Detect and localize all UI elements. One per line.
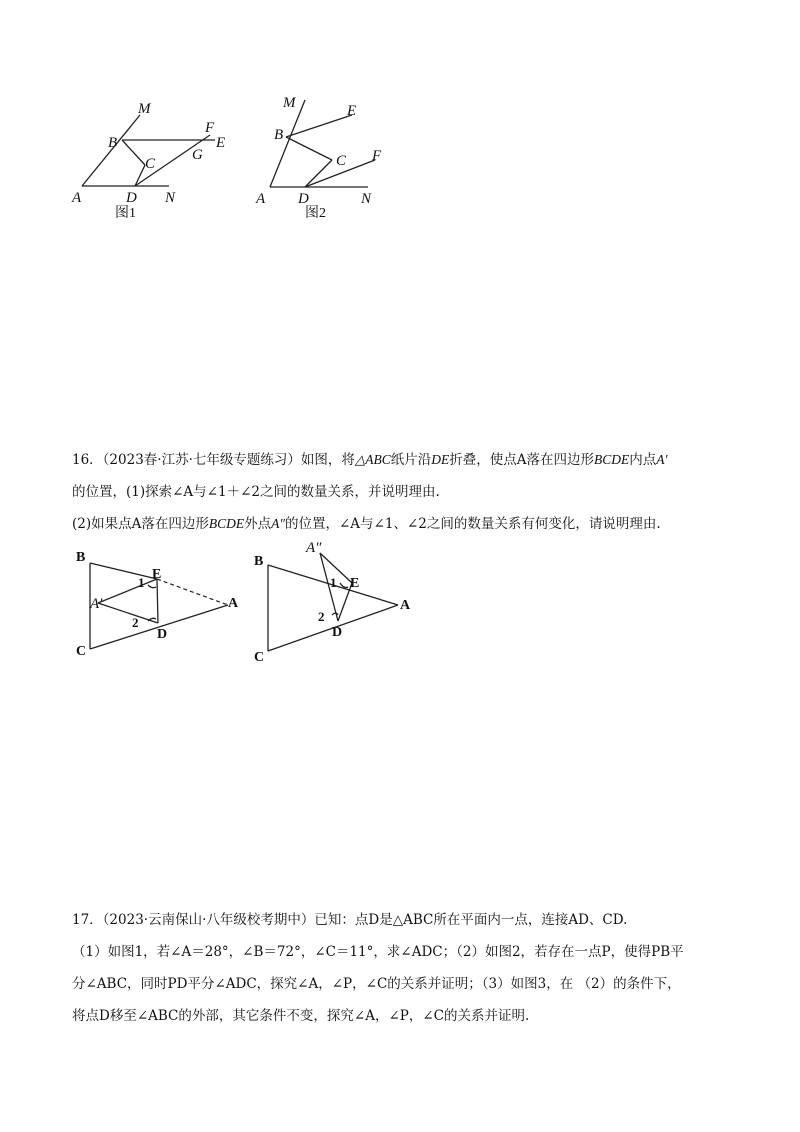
figure-2-svg <box>250 85 390 225</box>
q16-aprime: A′ <box>656 452 668 467</box>
q16-adouble: A″ <box>271 516 285 531</box>
q16-de: DE <box>431 452 450 467</box>
label-E: E <box>347 103 357 119</box>
q16-line1-suffix: 内点 <box>629 452 657 468</box>
label-D: D <box>332 625 343 640</box>
figure-4 <box>248 535 423 665</box>
figure-4-svg <box>248 535 423 665</box>
label-A-prime: A′ <box>90 596 103 612</box>
angle-1-arc <box>340 583 348 588</box>
label-angle-1: 1 <box>330 575 337 590</box>
q16-triangle: △ABC <box>354 452 391 467</box>
label-A: A <box>228 596 239 611</box>
figure-3 <box>70 545 250 660</box>
label-D: D <box>298 191 309 207</box>
q17-line-3: 分∠ABC，同时PD平分∠ADC，探究∠A，∠P，∠C的关系并证明；（3）如图3，在 （2）的条件下， <box>72 976 681 992</box>
q16-line3-mid: 外点 <box>244 516 272 532</box>
line-CD <box>305 160 332 187</box>
q17-line-1: 17．（2023·云南保山·八年级校考期中）已知：点D是△ABC所在平面内一点，连接AD、CD. <box>72 912 628 928</box>
label-F: F <box>372 148 382 164</box>
q16-line3-prefix: (2)如果点A落在四边形 <box>72 516 209 532</box>
q16-line-1 <box>72 444 732 476</box>
q16-line1-mid2: 折叠，使点A落在四边形 <box>449 452 595 468</box>
figure-2-caption: 图2 <box>305 206 326 221</box>
line-BE <box>90 563 157 579</box>
figure-1 <box>70 95 240 225</box>
label-E: E <box>350 576 360 591</box>
figure-1-caption: 图1 <box>115 206 136 221</box>
label-E: E <box>152 567 162 582</box>
label-B: B <box>254 554 264 569</box>
label-angle-2: 2 <box>132 615 139 630</box>
label-E: E <box>216 135 226 151</box>
label-M: M <box>138 101 151 117</box>
question-17 <box>72 904 732 1032</box>
q16-line1-mid: 纸片沿 <box>390 452 432 468</box>
angle-1-arc <box>148 585 156 588</box>
label-B: B <box>108 135 118 151</box>
label-M: M <box>283 95 296 111</box>
q16-bcde: BCDE <box>594 452 630 467</box>
label-A-double-prime: A″ <box>306 540 322 556</box>
q17-line-4: 将点D移至∠ABC的外部，其它条件不变，探究∠A，∠P，∠C的关系并证明. <box>72 1008 530 1024</box>
line-BE <box>286 115 352 137</box>
line-BC <box>286 137 332 160</box>
label-D: D <box>126 190 137 206</box>
label-A: A <box>256 191 266 207</box>
label-angle-2: 2 <box>318 609 325 624</box>
q16-bcde-2: BCDE <box>208 516 245 531</box>
label-N: N <box>165 190 176 206</box>
figure-3-svg <box>70 545 250 660</box>
line-BC <box>122 140 145 165</box>
figure-1-svg <box>70 95 240 225</box>
label-C: C <box>145 156 156 172</box>
label-A: A <box>400 598 411 613</box>
label-C: C <box>336 153 347 169</box>
figure-2 <box>250 85 390 225</box>
label-N: N <box>361 191 372 207</box>
line-ApE <box>98 579 157 603</box>
question-16 <box>72 444 732 540</box>
q16-line1-prefix: 16．（2023春·江苏·七年级专题练习）如图，将 <box>72 452 355 468</box>
label-G: G <box>192 147 203 163</box>
label-angle-1: 1 <box>138 575 145 590</box>
q16-line-2: 的位置，(1)探索∠A与∠1＋∠2之间的数量关系，并说明理由. <box>72 484 440 500</box>
label-A: A <box>72 190 82 206</box>
label-D: D <box>157 627 168 642</box>
line-ED <box>157 579 158 623</box>
q16-line3-suffix: 的位置，∠A与∠1、∠2之间的数量关系有何变化，请说明理由. <box>285 516 661 532</box>
label-F: F <box>205 120 215 136</box>
angle-2-arc <box>332 613 338 615</box>
q17-line-2: （1）如图1，若∠A＝28°，∠B＝72°，∠C＝11°，求∠ADC；（2）如图2，若存在一点P，使得PB平 <box>72 944 684 960</box>
label-C: C <box>76 644 87 659</box>
line-EA-dashed <box>157 579 228 605</box>
label-B: B <box>274 127 284 143</box>
label-C: C <box>254 650 265 665</box>
label-B: B <box>76 550 86 565</box>
